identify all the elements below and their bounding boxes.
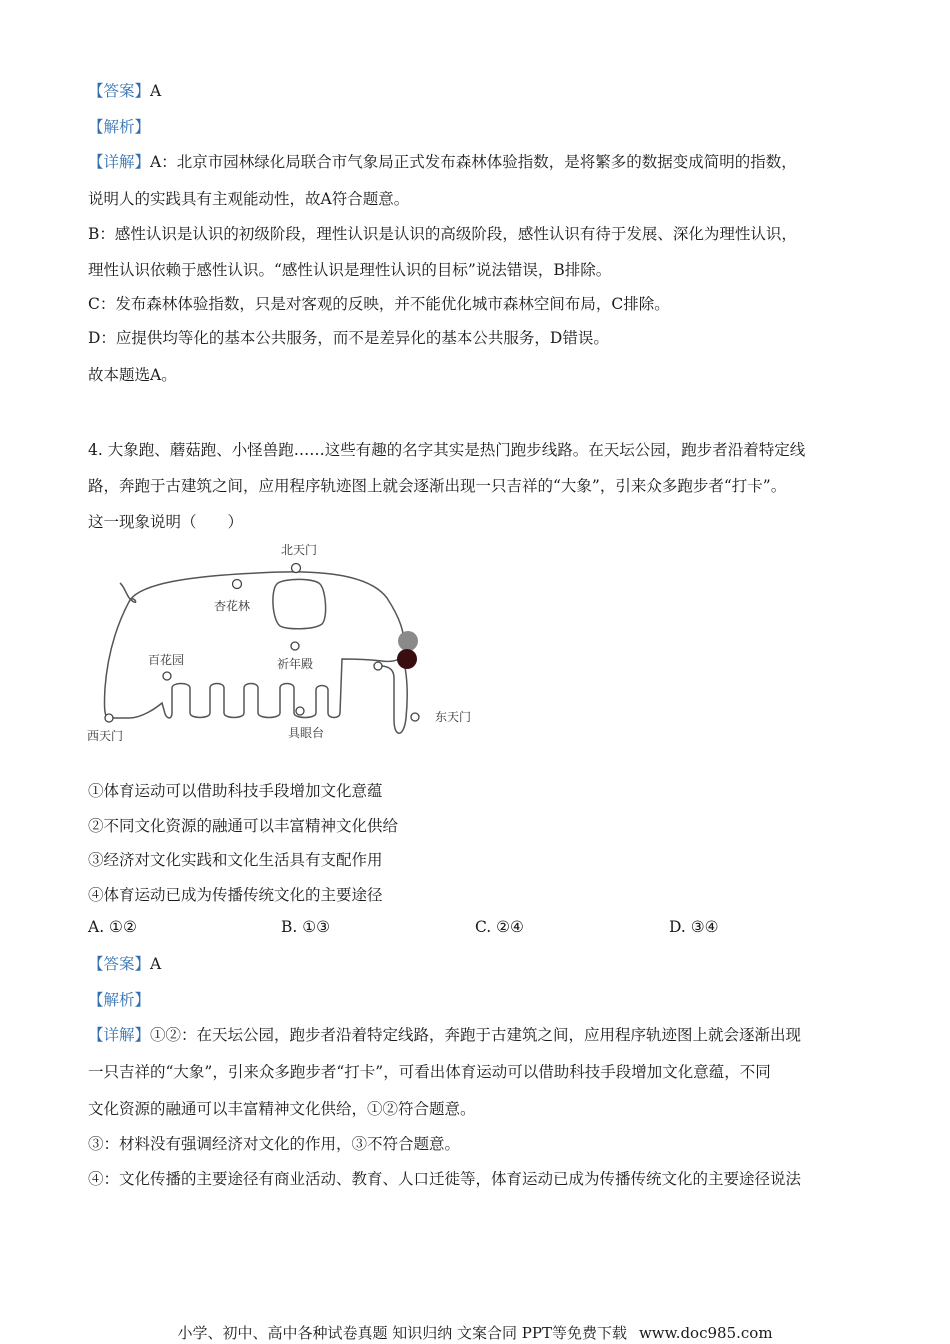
detail-line: ④：文化传播的主要途径有商业活动、教育、人口迁徙等，体育运动已成为传播传统文化的主要途径说法: [88, 1170, 802, 1188]
prayer-hall-marker: [291, 642, 299, 650]
detail-line: B：感性认识是认识的初级阶段，理性认识是认识的高级阶段，感性认识有待于发展、深化为理性认识，: [88, 225, 797, 243]
page-footer: [0, 1322, 950, 1343]
analysis-tag: 【解析】: [88, 118, 151, 136]
north-gate-label: 北天门: [281, 543, 318, 557]
elephant-ear: [273, 579, 326, 628]
statement-item: ②不同文化资源的融通可以丰富精神文化供给: [88, 817, 399, 835]
runner-grey-dot: [398, 631, 418, 651]
detail-line: ③：材料没有强调经济对文化的作用，③不符合题意。: [88, 1135, 461, 1153]
detail-line: [88, 1025, 801, 1045]
option-d: D. ③④: [669, 918, 719, 936]
option-c: C. ②④: [475, 918, 524, 936]
detail-line: [88, 152, 797, 172]
west-gate-label: 西天门: [87, 729, 124, 743]
question-stem: 这一现象说明（ ）: [88, 513, 244, 531]
detail-tag: 【详解】: [88, 1026, 151, 1044]
west-gate-marker: [105, 714, 113, 722]
elephant-route-map: [82, 538, 482, 748]
answer-tag: 【答案】: [88, 82, 151, 100]
analysis-tag: 【解析】: [88, 991, 151, 1009]
juyan-terrace-marker: [296, 707, 304, 715]
option-b: B. ①③: [281, 918, 331, 936]
option-a: A. ①②: [88, 918, 137, 936]
elephant-tail: [120, 583, 136, 602]
statement-item: ④体育运动已成为传播传统文化的主要途径: [88, 886, 383, 904]
answer-value: A: [150, 82, 162, 100]
trunk-junction-marker: [374, 662, 382, 670]
hundred-flower-garden-label: 百花园: [148, 653, 185, 667]
answer-line-2: [88, 954, 161, 974]
detail-text: A：北京市园林绿化局联合市气象局正式发布森林体验指数，是将繁多的数据变成简明的指数，: [150, 153, 797, 171]
statement-item: ③经济对文化实践和文化生活具有支配作用: [88, 851, 383, 869]
detail-line: 理性认识依赖于感性认识。“感性认识是理性认识的目标”说法错误，B排除。: [88, 261, 612, 279]
statement-item: ①体育运动可以借助科技手段增加文化意蕴: [88, 782, 383, 800]
answer-value: A: [150, 955, 162, 973]
hundred-flower-garden-marker: [163, 672, 171, 680]
east-gate-label: 东天门: [435, 710, 472, 724]
east-gate-marker: [411, 713, 419, 721]
question-stem: 路，奔跑于古建筑之间，应用程序轨迹图上就会逐渐出现一只吉祥的“大象”，引来众多跑步者“打卡”。: [88, 477, 787, 495]
answer-line-1: [88, 81, 161, 101]
detail-line: 一只吉祥的“大象”，引来众多跑步者“打卡”，可看出体育运动可以借助科技手段增加文化意蕴，不同: [88, 1063, 771, 1081]
answer-options: [88, 918, 848, 940]
runner-dark-dot: [397, 649, 417, 669]
elephant-route-path: [104, 572, 404, 718]
answer-tag: 【答案】: [88, 955, 151, 973]
detail-text: ①②：在天坛公园，跑步者沿着特定线路，奔跑于古建筑之间，应用程序轨迹图上就会逐渐出现: [150, 1026, 802, 1044]
apricot-forest-label: 杏花林: [214, 599, 251, 613]
detail-tag: 【详解】: [88, 153, 151, 171]
footer-text: 小学、初中、高中各种试卷真题 知识归纳 文案合同 PPT等免费下载: [177, 1324, 627, 1342]
detail-line: 文化资源的融通可以丰富精神文化供给，①②符合题意。: [88, 1100, 476, 1118]
question-stem: 4. 大象跑、蘑菇跑、小怪兽跑……这些有趣的名字其实是热门跑步线路。在天坛公园，跑步者沿着特定线: [88, 441, 806, 459]
footer-link[interactable]: www.doc985.com: [638, 1324, 773, 1342]
detail-line: 故本题选A。: [88, 366, 177, 384]
detail-line: 说明人的实践具有主观能动性，故A符合题意。: [88, 190, 410, 208]
north-gate-marker: [292, 564, 301, 573]
detail-line: C：发布森林体验指数，只是对客观的反映，并不能优化城市森林空间布局，C排除。: [88, 295, 670, 313]
apricot-forest-marker: [233, 580, 242, 589]
prayer-hall-label: 祈年殿: [277, 657, 314, 671]
detail-line: D：应提供均等化的基本公共服务，而不是差异化的基本公共服务，D错误。: [88, 329, 609, 347]
juyan-terrace-label: 具眼台: [288, 726, 325, 740]
